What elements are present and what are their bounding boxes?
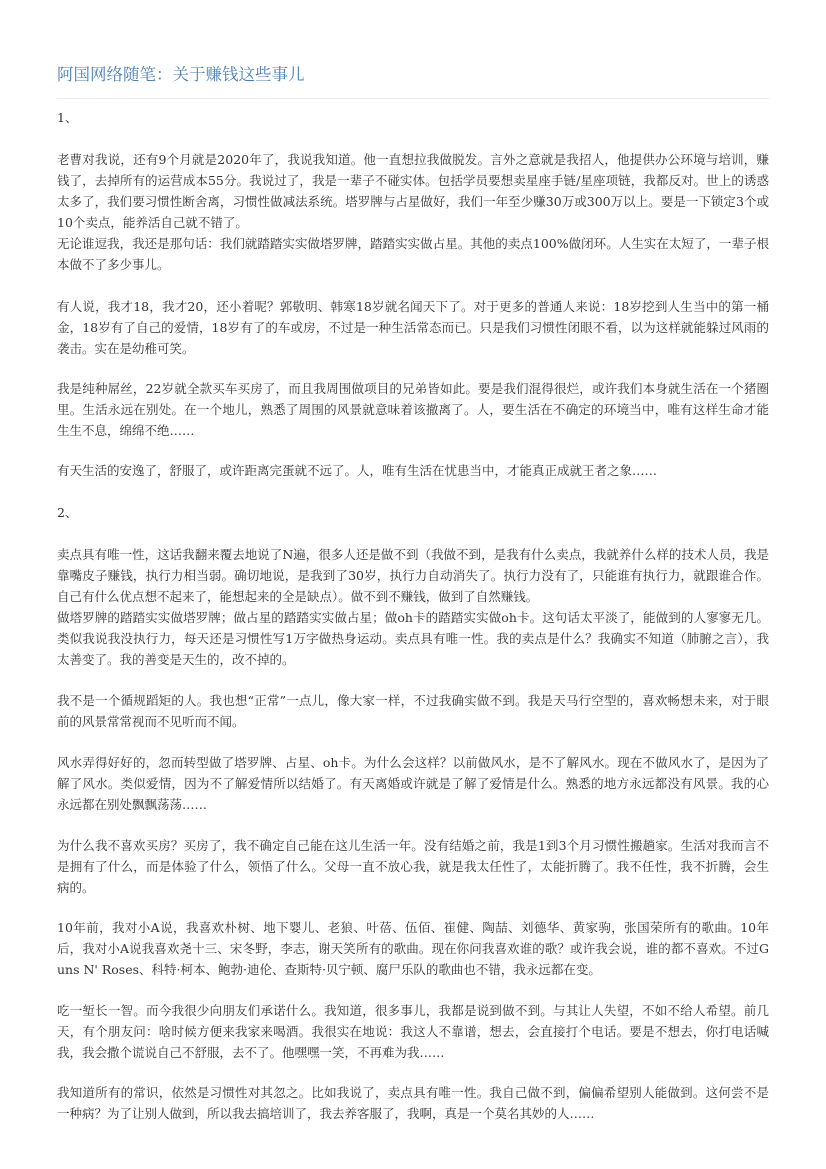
paragraph: 吃一堑长一智。而今我很少向朋友们承诺什么。我知道，很多事儿，我都是说到做不到。与其让人失望，不如不给人希望。前几天，有个朋友问：啥时候方便来我家来喝酒。我很实在地说：我这人不靠谱，想去，会直接打个电话。要是不想去，你打电话喊我，我会撒个谎说自己不舒服，去不了。他嘿嘿一笑，不再难为我…… — [57, 1003, 769, 1060]
paragraph: 为什么我不喜欢买房？买房了，我不确定自己能在这儿生活一年。没有结婚之前，我是1到3个月习惯性搬趟家。生活对我而言不是拥有了什么，而是体验了什么，领悟了什么。父母一直不放心我，就是我太任性了，太能折腾了。我不任性，我不折腾，会生病的。 — [57, 838, 769, 895]
page-title: 阿国网络随笔：关于赚钱这些事儿 — [57, 65, 305, 84]
paragraph: 有天生活的安逸了，舒服了，或许距离完蛋就不远了。人，唯有生活在忧患当中，才能真正成就王者之象…… — [57, 463, 658, 478]
paragraph: 老曹对我说，还有9个月就是2020年了，我说我知道。他一直想拉我做脱发。言外之意就是我招人，他提供办公环境与培训，赚钱了，去掉所有的运营成本55分。我说过了，我是一辈子不碰实体。包括学员要想卖星座手链/星座项链，我都反对。世上的诱惑太多了，我们要习惯性断舍离，习惯性做减法系统。塔罗牌与占星做好，我们一年至少赚30万或300万以上。要是一下锁定3个或10个卖点，能养活自己就不错了。 — [57, 152, 769, 230]
paragraph: 我知道所有的常识，依然是习惯性对其忽之。比如我说了，卖点具有唯一性。我自己做不到，偏偏希望别人能做到。这何尝不是一种病？为了让别人做到，所以我去搞培训了，我去养客服了，我啊，真是一个莫名其妙的人…… — [57, 1085, 769, 1121]
paragraph: 做塔罗牌的踏踏实实做塔罗牌；做占星的踏踏实实做占星；做oh卡的踏踏实实做oh卡。这句话太平淡了，能做到的人寥寥无几。类似我说我没执行力，每天还是习惯性写1万字做热身运动。卖点具有唯一性。我的卖点是什么？我确实不知道（肺腑之言），我太善变了。我的善变是天生的，改不掉的。 — [57, 610, 769, 667]
paragraph: 我不是一个循规蹈矩的人。我也想“正常”一点儿，像大家一样，不过我确实做不到。我是天马行空型的，喜欢畅想未来，对于眼前的风景常常视而不见听而不闻。 — [57, 693, 769, 729]
paragraph: 10年前，我对小A说，我喜欢朴树、地下婴儿、老狼、叶蓓、伍佰、崔健、陶喆、刘德华、黄家驹，张国荣所有的歌曲。10年后，我对小A说我喜欢尧十三、宋冬野，李志，谢天笑所有的歌曲。现在你问我喜欢谁的歌？或许我会说，谁的都不喜欢。不过Guns N' Roses、科特·柯本、鲍勃·迪伦、查斯特·贝宁顿、腐尸乐队的歌曲也不错，我永远都在变。 — [57, 920, 769, 977]
section-number: 2、 — [57, 505, 78, 520]
paragraph: 风水弄得好好的，忽而转型做了塔罗牌、占星、oh卡。为什么会这样？以前做风水，是不了解风水。现在不做风水了，是因为了解了风水。类似爱情，因为不了解爱情所以结婚了。有天离婚或许就是了解了爱情是什么。熟悉的地方永远都没有风景。我的心永远都在别处飘飘荡荡…… — [57, 755, 769, 812]
title-divider — [57, 98, 769, 99]
paragraph: 卖点具有唯一性，这话我翻来覆去地说了N遍，很多人还是做不到（我做不到，是我有什么卖点，我就养什么样的技术人员，我是靠嘴皮子赚钱，执行力相当弱。确切地说，是我到了30岁，执行力自动消失了。执行力没有了，只能谁有执行力，就跟谁合作。自己有什么优点想不起来了，能想起来的全是缺点）。做不到不赚钱，做到了自然赚钱。 — [57, 547, 769, 604]
section-number: 1、 — [57, 110, 78, 125]
paragraph: 我是纯种屌丝，22岁就全款买车买房了，而且我周围做项目的兄弟皆如此。要是我们混得很烂，或许我们本身就生活在一个猪圈里。生活永远在别处。在一个地儿，熟悉了周围的风景就意味着该撤离了。人，要生活在不确定的环境当中，唯有这样生命才能生生不息，绵绵不绝…… — [57, 381, 769, 438]
paragraph: 有人说，我才18，我才20，还小着呢？郭敬明、韩寒18岁就名闻天下了。对于更多的普通人来说：18岁挖到人生当中的第一桶金，18岁有了自己的爱情，18岁有了的车或房，不过是一种生活常态而已。只是我们习惯性闭眼不看，以为这样就能躲过风雨的袭击。实在是幼稚可笑。 — [57, 299, 769, 356]
paragraph: 无论谁逗我，我还是那句话：我们就踏踏实实做塔罗牌，踏踏实实做占星。其他的卖点100%做闭环。人生实在太短了，一辈子根本做不了多少事儿。 — [57, 236, 769, 272]
